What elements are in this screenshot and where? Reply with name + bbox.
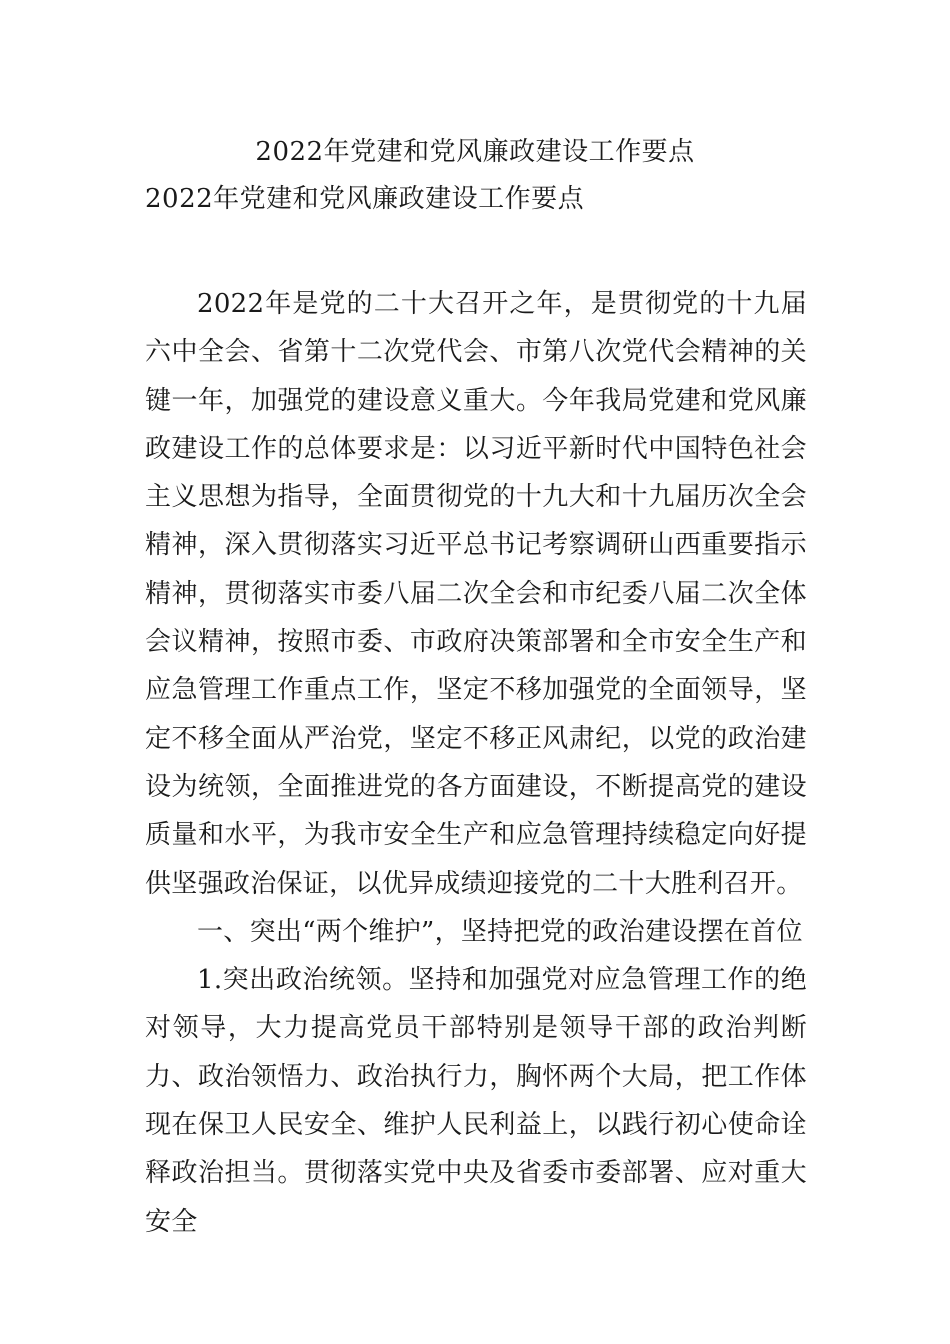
document-title-left: 2022年党建和党风廉政建设工作要点 (145, 184, 585, 214)
paragraph-intro: 2022年是党的二十大召开之年，是贯彻党的十九届六中全会、省第十二次党代会、市第八次党代会精神的关键一年，加强党的建设意义重大。今年我局党建和党风廉政建设工作的总体要求是：以习近平新时代中国特色社会主义思想为指导，全面贯彻党的十九大和十九届历次全会精神，深入贯彻落实习近平总书记考察调研山西重要指示精神，贯彻落实市委八届二次全会和市纪委八届二次全体会议精神，按照市委、市政府决策部署和全市安全生产和应急管理工作重点工作，坚定不移加强党的全面领导，坚定不移全面从严治党，坚定不移正风肃纪，以党的政治建设为统领，全面推进党的各方面建设，不断提高党的建设质量和水平，为我市安全生产和应急管理持续稳定向好提供坚强政治保证，以优异成绩迎接党的二十大胜利召开。 (145, 289, 807, 899)
paragraph-item-1: 1.突出政治统领。坚持和加强党对应急管理工作的绝对领导，大力提高党员干部特别是领导干部的政治判断力、政治领悟力、政治执行力，胸怀两个大局，把工作体现在保卫人民安全、维护人民利益上，以践行初心使命诠释政治担当。贯彻落实党中央及省委市委部署、应对重大安全 (145, 965, 807, 1237)
document-title-centered: 2022年党建和党风廉政建设工作要点 (255, 137, 695, 167)
document-body (145, 280, 807, 1246)
section-heading-1: 一、突出“两个维护”，坚持把党的政治建设摆在首位 (197, 916, 803, 947)
